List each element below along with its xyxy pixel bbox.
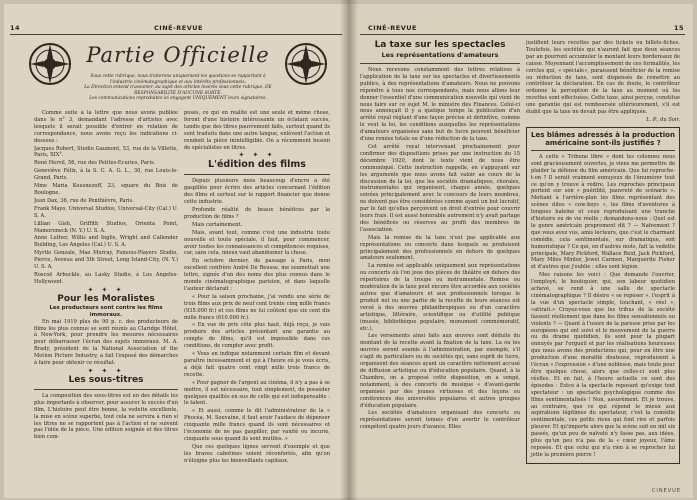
right-column-1 [360,40,520,494]
address-item: Frank Mayo, Universal Studios, Universal-City (Cal.) U. S. A. [34,205,178,219]
ornament-divider: ✦ ✦ ✦ [238,151,276,160]
header-rule-left [10,34,342,35]
page-number-left: 14 [10,24,21,32]
banner-text [80,74,276,102]
sous-titres-text: La composition des sous-titres est un des détails les plus importants à observer, pour assurer le succès d'un film. L'histoire peut être bonne, la vedette excellente, la mise en scène superbe, tout cela ne servira à rien si les titres ne se rapportent pas à l'action et ne suivent pas l'idée de la pièce. Une édition soignée et des titres bien com- [34,392,178,441]
taxe-paragraph: Les versements ainsi faits aux œuvres sont déduits du montant de la recette avant la fixation de la taxe. La ou les œuvres seront soumis à l'administration, par exemple, s'il s'agit de particuliers ou de sociétés qui, sans esprit de lucre, organisent des séances ayant un caractère nettement accusé de diffusion artistique ou d'éducation populaire. Quand, à la Chambre, on a proposé cette disposition, on a songé, notamment, à des concerts de musique « d'avant-garde organisés par des jeunes virtuoses et des leçons ou conférences des universités populaires et autres groupes d'éducation populaire. [360,333,520,409]
banner-note: Les communications reproduites ici engagent UNIQUEMENT leurs signataires. [89,96,267,102]
moralistes-text: En mai 1919 plus de 90 p. c. des producteurs de films les plus connus se sont réunis au Claridge Hôtel, à New-York, pour prendre les mesures nécessaires pour débarrasser l'écran des sujets immoraux. M. A. Brady, président de la National Association of the Motion Picture Industry, a fait l'exposé des démarches à faire pour obtenir ce résultat. [34,318,178,367]
edition-paragraph: « Pour gagner de l'argent au cinéma, il n'y a pas à se mettre, il est nécessaire, tout simplement, de posséder quelques qualités en sus de celle qui est indispensable : le talent. [184,379,330,407]
section-rule [531,150,675,151]
section-rule [184,174,330,175]
address-item: Roscoë Arbuckle, au Lasky Studio, à Los Angeles-Hollywood. [34,271,178,285]
book-gutter [340,0,358,500]
section-rule [34,389,178,390]
edition-paragraph: Profonde réalité de beaux bénéfices par la production de films ? [184,206,330,220]
ornament-divider: ✦ ✦ ✦ [87,285,125,294]
edition-paragraph: « En vue de prix côté plus haut, déjà reçu, je vais produire des articles présentant une garantie au compte de films, qu'il est impossible dans ces conditions, de compter avec profit. [184,322,330,350]
section-title-taxe: La taxe sur les spectacles [374,40,506,50]
taxe-paragraph: Mais la remise de la taxe n'est pas applicable aux représentations ou concerts dans lesquels se produisent principalement des professionnels en dehors de quelques amateurs seulement. [360,234,520,262]
edition-paragraph: Depuis plusieurs mois beaucoup d'encre a été gaspillée pour écrire des articles concernant l'édition des films et surtout sur le rapport financier que donne cette industrie. [184,178,330,206]
tribune-box [526,127,680,464]
address-item: René Hervil, 56, rue des Petites-Ecuries, Paris. [34,160,156,167]
left-page [4,4,348,498]
edition-paragraph: « Pour la saison prochaine, j'ai vendu une série de trois films aux prix de neuf cent trente cinq mille francs (935.000 fr.) et ces films ne lui coûtent que six cent dix mille francs (610.000 fr.). [184,293,330,321]
left-column-1 [34,110,178,496]
right-rosette-icon [284,42,328,86]
left-rosette-icon [28,42,72,86]
library-stamp: CINEVUE [651,488,681,494]
address-item: Myrtle Gonzale, Mae Murray, Famous-Players Studio, Pierce, Avenue and 5th Street, Long Island-City, (N. Y.) U. S. A. [34,250,178,271]
section-subtitle-moralistes: Les producteurs sont contre les films immoraux. [49,304,163,318]
edition-paragraph: « Vous en indique notamment certain film et devant paraître incessamment et qui à l'heure où je vous écris, a déjà fait quatre cent vingt mille trois francs de recette. [184,351,330,378]
section-rule [360,63,520,64]
edition-paragraph: Que ces quelques lignes servent d'exemple et que les braves cabotines soient réconfortés, afin qu'on n'éloigne plus les bienveillants capitaux. [184,443,330,464]
page-number-right: 15 [674,24,685,32]
left-column-2 [184,110,330,496]
partie-officielle-banner [28,40,328,104]
address-item: Anne Luther, Willis and Inglis, Wright and Callender Building, Los Angeles (Cal.) U. S. A. [34,235,178,249]
header-rule-right [360,34,685,35]
right-column-2 [526,40,680,494]
box-title: Les blâmes adressés à la production américaine sont-ils justifiés ? [531,130,675,147]
taxe-paragraph: Cet arrêté royal intervenant prochainement pour confirmer des dispositions prises par une instruction du 15 décembre 1920, dont le texte vient de nous être communiqué. Cette instruction rappelle, en s'appuyant sur les arguments que nous avons fait valoir au cours de la discussion de la loi, que les sociétés dramatiques, chorales, instrumentales qui organisent, chaque année, quelques soirées principalement avec le concours de leurs membres, ne doivent pas être considérées comme ayant un but lucratif, par le fait qu'elles perçoivent un droit d'entrée pour couvrir leurs frais. Il est aussi honorable autrement n'y avait partage des bénéfices ou réserves au profit des membres de l'association. [360,143,520,233]
address-item: Jean Dax, 36, rue de Penthièvre, Paris. [34,197,134,204]
addresses-intro: Comme suite à la lettre que nous avons publiée dans le n° 3, demandant l'adresse d'artistes avec lesquels il serait possible d'entrer en relation de correspondance, nous avons reçu les indications ci-dessous : [34,110,178,144]
address-item: Mme Maria Kousnezoff, 23, square du Bois de Boulogne. [34,183,178,196]
sous-titres-continued: posés, ce qui en réalité est une seule et même chose, feront d'une histoire intéressante un éclatant succès, tandis que des titres pauvrement faits, surtout quand ils sont traduits dans une autre langue, enlèvent l'action et rendent la pièce inintelligible. On a récemment besoin de spécialistes en titres. [184,110,330,151]
banner-title: Partie Officielle [86,43,270,67]
section-title-sous-titres: Les sous-titres [68,374,144,385]
right-page [348,4,693,498]
taxe-continued: justifient leurs recettes par des tickets ou billets-fiches. Toutefois, les sociétés qui n'auront fait que deux séances par an pourront accumuler le montant leurs bordereaux de caisse. Moyennant l'accomplissement de ces formalités, les cercles qui, « spéciale», paraissent bénéficier de la remise ou réduction de taxe, sont dispensés de remettre au contrôleur la déclaration. En cas de doute, le contrôleur ordonne la perception de la taxe au moment où les recettes sont effectuées. Cette taxe, ainsi perçue, constitue une garantie qui est remboursée ultérieurement, s'il est établi que la taxe ne devait pas être appliquée. [526,40,680,116]
section-title-edition: L'édition des films [208,159,306,171]
edition-paragraph: « Et aussi, comme le dit l'administrateur de la « Phocéa, M. Souvaine, il faut avoir l'audace de dépenser cinquante mille francs quand ils sont nécessaires et l'économie de ne pas gaspiller, par vanité ou incurie, cinquante sous quand ils sont inutiles. » [184,408,330,442]
edition-paragraph: En octobre dernier, de passage à Paris, mon excellent confrère André De Reusse, me soumettait une lettre, signée d'un des noms des plus connus dans le monde cinématographique parisien, et dans laquelle l'auteur déclarait : [184,258,330,292]
taxe-paragraph: Les sociétés d'amateurs organisant des concerts ou représentations seront tenues d'en avertir le contrôleur compétent quatre jours d'avance. Elles [360,410,520,431]
box-paragraph: A cette « Tribune libre » dont les colonnes nous sont gracieusement ouvertes, je viens me permettre de plaider la défense du film américain. Que lui reproche-t-on ? Il serait vraiment ennuyeux de l'énumérer tout ce qu'on y trouve à redire. Les reproches principaux portent sur son « puérilité, pauvreté de scénario ». Mettant à l'arrière-plan les films représentant des scènes dites « cow-boys », les films d'aventures à longues haleine et ceux reproduisant une tranche d'histoire ou de vie réelle ; demandons-nous : Quel est le genre américain proprement dit ? — Naïvement ? que vous avez vus, amis lecteurs, que c'est le charmant comédie, cela sentimentale, sur dramatique, soit humoristique ? Ce qui, en d'autres mots, fait la vedette principale, Mary Pickford, Wallace Reid, Jack Pickford, Mary Miles Minter, Jewel Carmen, Marguerite Fisher et d'autres que j'oublie : elles sont légion. [531,153,675,271]
magazine-header-left: CINÉ-REVUE [154,24,203,32]
banner-disclaimer: La Direction entend n'assumer, au sujet des articles insérés sous cette rubrique, DE RESPONSABILITÉ D'AUCUNE SORTE. [84,85,272,96]
ornament-divider: ✦ ✦ ✦ [87,367,125,375]
edition-paragraph: Mais certainement. [192,221,243,228]
section-title-moralistes: Pour les Moralistes [57,293,155,304]
address-item: Lillian Gish, Griffith Studios, Orienta Point, Mamoroneck (N. Y.) U. S. A. [34,220,178,234]
section-subtitle-taxe: Les représentations d'amateurs [381,51,499,59]
taxe-paragraph: La remise est applicable uniquement aux représentations ou concerts où l'on joue des pièces de théâtre en dehors des répertoires de la troupe ou instrumentale. Remise ou modération de la taxe peut encore être accordée aux sociétés autres que d'amateurs et aux professionnels lorsque le produit net ou une partie de la recette de leurs séances est versé à des œuvres philanthropiques ou d'un caractère artistique, littéraire, scientifique ou d'utilité publique (musée, bibliothèque populaire, monument commémoratif, etc.). [360,263,520,332]
magazine-header-right: CINÉ-REVUE [368,24,417,32]
address-item: Geneviève Félix, à la S. C. A. G. L., 30, rue Louis-le-Grand, Paris. [34,168,178,182]
banner-description: Sous cette rubrique, nous traiterons uniquement les questions se rapportant à l'industrie cinématographique et aux intérêts professionnels. [90,74,266,85]
box-paragraph: Mes raisons les voici : Que demande l'ouvrier, l'employé, le boutiquier, qui, son labeur quotidien achevé, se rend à une salle de spectacle cinématographique ? Il désire « se reposer ». l'esprit à la vue d'un spectacle simple, touchant, « réel », «attrait.» Croyez-vous que les tribus de la société fassent réellement que dans les films sensationnels ou violents ? — Quant à l'usure de la paresse prise par les européens qui ont suivi et le mouvement de la guerre ou du drame quotidien, ils sont pour la plupart ennuyés par l'orgueil et par les réalisations heureuses que nous avons des productions qui, pour en être une production d'une moralité douteuse, reproduisent à l'écran « l'expression » d'une noblesse, mais toute pour être quelque chose, alors que celles-ci sont plus réelles. Et en fait, à l'heure actuelle ce sont des épisodes : Estce à la spectacle reposant qu'exige tout spectateur : un spectacle psychologique comme des films sentimentalisés ! Non, assurément. Et je trouve, au contraire, que ce qui répond le mieux aux aspirations légitimes du spectateur, c'est la comédie sentimentale, ces petits riens qui font rire et parfois pleurer. Et qu'importe alors que la scène soit en mil six passés, qu'un peu de naïveté n'y fasse pas, aux idées, plus qu'un peu n'a pas de la « cœur joyeux, l'âme reposée. Et que celui qui n'a rien à se reprocher lui jette la première pierre ! [531,272,675,458]
taxe-paragraph: Nous recevons constamment des lettres relatives à l'application de la taxe sur les spectacles et divertissements publics, à des représentations d'amateurs. Nous ne pouvons répondre à tous nos correspondants, mais nous allons leur donner l'essentiel d'une communication nouvelle qui vient de nous faire sur ce sujet M. le ministre des Finances. Celui-ci nous annonçait il y a quelque temps la publication d'un arrêté royal réglant d'une façon précise et définitive, comme le veut la loi, les conditions auxquelles les représentations d'amateurs organisées sans but de lucre peuvent bénéficier d'une remise totale ou d'une réduction de la taxe. [360,67,520,143]
address-item: Jacques Robert, Studio Gaumont, 53, rue de la Villette, Paris, XIX°. [34,145,178,159]
article-signature: L. P., du Soir. [646,116,680,123]
edition-paragraph: Mais, avant tout, comme c'est une industrie toute nouvelle et toute spéciale, il faut, pour commencer, avoir toutes les connaissances et compétences requises, car, sans cela, mieux vaut abandonner la chose. [184,229,330,257]
